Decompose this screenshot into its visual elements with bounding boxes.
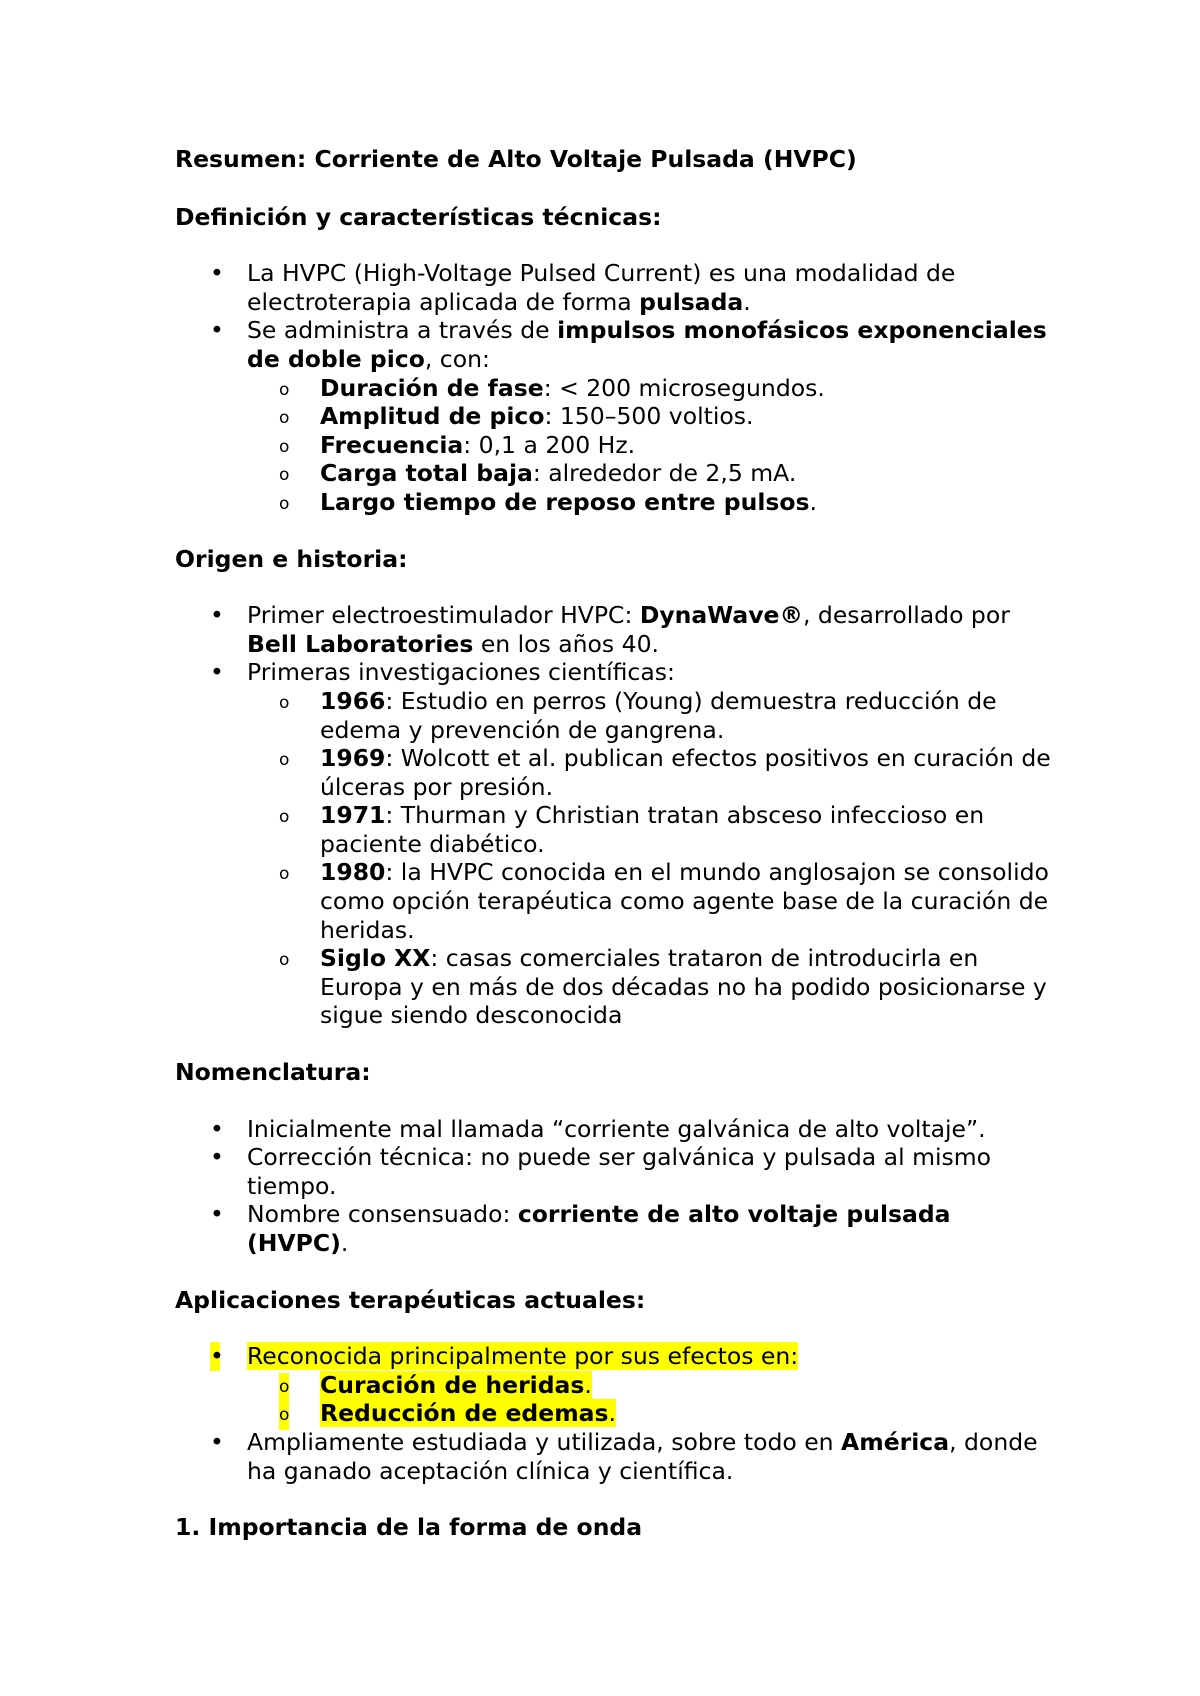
- sub-list-item: o Largo tiempo de reposo entre pulsos.: [175, 488, 1055, 517]
- bullet-icon: •: [210, 658, 224, 687]
- bullet-icon: •: [210, 601, 224, 630]
- document-title: Resumen: Corriente de Alto Voltaje Pulsada (HVPC): [175, 145, 857, 173]
- list-item: • Nombre consensuado: corriente de alto voltaje pulsada (HVPC).: [210, 1200, 951, 1257]
- definicion-list: [175, 259, 1055, 516]
- sublist: [247, 374, 1055, 517]
- list-item: • Se administra a través de impulsos monofásicos exponenciales de doble pico, con: o Duración de fase: < 200 microsegundos. o Amplitud de pico: 150–500 voltios. o Frecuencia: 0,1 a 200 Hz. o Carga total baja: alrededor de 2,5 mA. o Largo tiempo de reposo entre pulsos.: [175, 316, 1055, 516]
- section-heading-origen: Origen e historia:: [175, 544, 408, 573]
- bullet-icon: •: [210, 316, 224, 345]
- bullet-icon: •: [210, 1143, 224, 1172]
- sub-list-item: o Reducción de edemas.: [175, 1399, 1055, 1428]
- sub-list-item: o 1966: Estudio en perros (Young) demuestra reducción de edema y prevención de gangrena.: [279, 686, 997, 744]
- section-heading-definicion: Definición y características técnicas:: [175, 202, 662, 231]
- bullet-icon: •: [210, 1427, 224, 1456]
- sub-list-item: o Frecuencia: 0,1 a 200 Hz.: [175, 431, 1055, 460]
- sub-bullet-icon: o: [279, 436, 290, 457]
- highlighted-text: Reconocida principalmente por sus efectos en:: [247, 1342, 799, 1371]
- sub-list-item: o Duración de fase: < 200 microsegundos.: [175, 374, 1055, 403]
- sub-bullet-icon: o: [279, 408, 290, 429]
- section-heading-forma-de-onda: 1. Importancia de la forma de onda: [175, 1513, 643, 1542]
- list-item: • Ampliamente estudiada y utilizada, sobre todo en América, donde ha ganado aceptación clínica y científica.: [210, 1427, 1038, 1485]
- sub-bullet-icon: o: [279, 950, 290, 971]
- list-item: • Primer electroestimulador HVPC: DynaWave®, desarrollado por Bell Laboratories en los años 40.: [210, 601, 1010, 658]
- sub-bullet-icon: o: [279, 692, 290, 713]
- sub-bullet-icon: o: [279, 1373, 289, 1402]
- sub-list-item: o Carga total baja: alrededor de 2,5 mA.: [175, 459, 1055, 488]
- list-item: • La HVPC (High-Voltage Pulsed Current) es una modalidad de electroterapia aplicada de forma pulsada.: [210, 259, 956, 316]
- sublist: [247, 1371, 1055, 1428]
- section-heading-nomenclatura: Nomenclatura:: [175, 1058, 371, 1087]
- bullet-icon: •: [210, 1200, 224, 1229]
- sub-list-item: o Amplitud de pico: 150–500 voltios.: [175, 402, 1055, 431]
- list-item: • Primeras investigaciones científicas: o 1966: Estudio en perros (Young) demuestra reducción de edema y prevención de gangrena. o 1969: Wolcott et al. publican efectos positivos en curación de úlceras por presión. o 1971: Thurman y Christian tratan absceso infeccioso en paciente diabético. o 1980: la HVPC conocida en el mundo anglosajon se consolido como opción terapéutica como agente base de la curación de heridas. o Siglo XX: casas comerciales trataron de introducirla en Europa y en más de dos décadas no ha podido posicionarse y sigue siendo desconocida: [175, 658, 1055, 1030]
- sub-list-item: o Curación de heridas.: [175, 1371, 1055, 1400]
- bullet-icon: •: [210, 259, 224, 288]
- list-item-highlighted: [175, 1342, 1055, 1428]
- sub-bullet-icon: o: [279, 807, 290, 828]
- sub-list-item: o Siglo XX: casas comerciales trataron de introducirla en Europa y en más de dos décadas no ha podido posicionarse y sigue siendo desconocida: [279, 944, 1047, 1030]
- sub-bullet-icon: o: [279, 750, 290, 771]
- origen-list: [175, 601, 1055, 1030]
- section-heading-aplicaciones: Aplicaciones terapéuticas actuales:: [175, 1285, 646, 1314]
- sub-bullet-icon: o: [279, 1401, 289, 1430]
- bullet-icon: •: [210, 1114, 224, 1143]
- sub-list-item: o 1969: Wolcott et al. publican efectos positivos en curación de úlceras por presión.: [279, 744, 1051, 801]
- sub-list-item: o 1980: la HVPC conocida en el mundo anglosajon se consolido como opción terapéutica como agente base de la curación de heridas.: [279, 858, 1049, 944]
- aplicaciones-list: [175, 1342, 1055, 1485]
- nomenclatura-list: [175, 1115, 1055, 1258]
- sub-list-item: o 1971: Thurman y Christian tratan absceso infeccioso en paciente diabético.: [279, 801, 985, 858]
- list-item: • Corrección técnica: no puede ser galvánica y pulsada al mismo tiempo.: [210, 1143, 992, 1200]
- list-item: • Inicialmente mal llamada “corriente galvánica de alto voltaje”.: [210, 1114, 986, 1143]
- document-body: [175, 145, 1055, 1542]
- sub-bullet-icon: o: [279, 493, 290, 514]
- sub-bullet-icon: o: [279, 379, 290, 400]
- sub-bullet-icon: o: [279, 864, 290, 885]
- sublist: [247, 687, 1055, 1030]
- bullet-icon: •: [210, 1342, 224, 1371]
- sub-bullet-icon: o: [279, 465, 290, 486]
